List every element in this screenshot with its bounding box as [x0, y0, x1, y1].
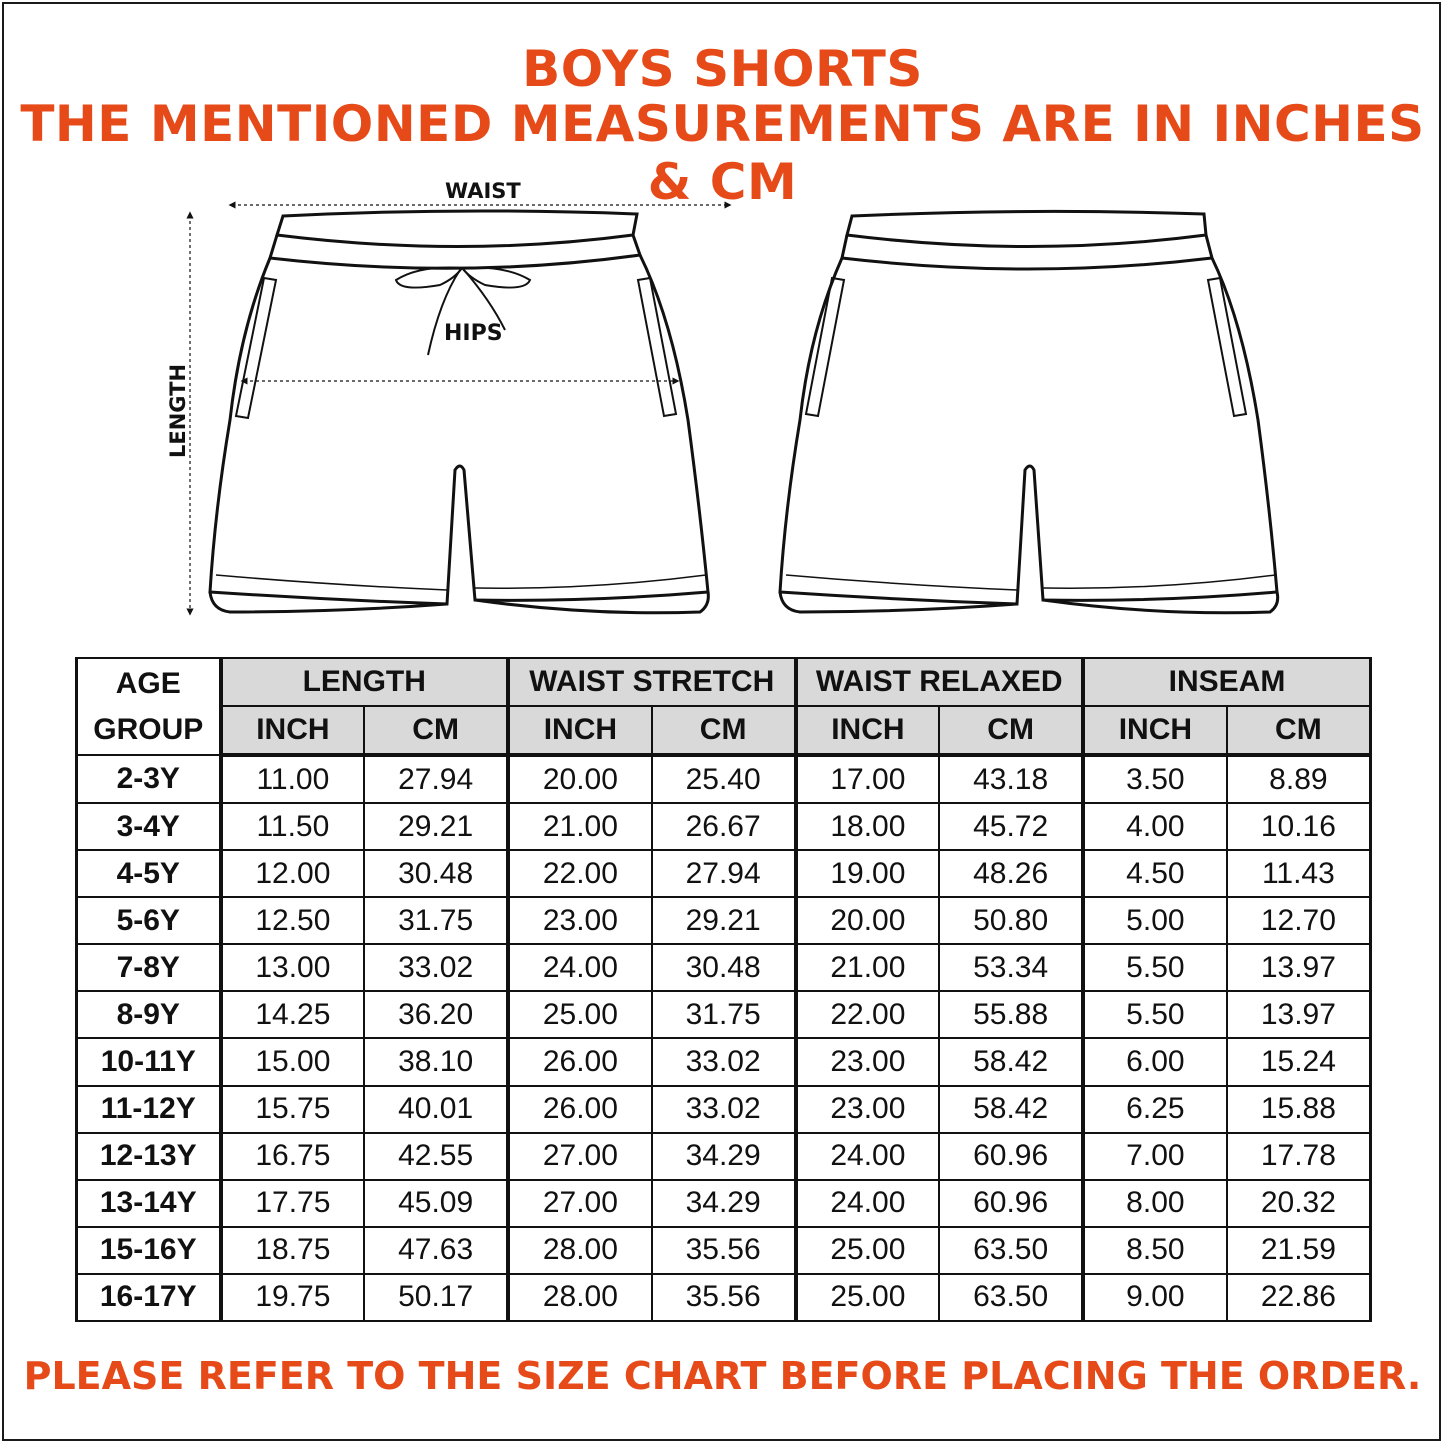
age-group-cell: 7-8Y	[77, 944, 221, 991]
measurement-cell: 20.00	[796, 897, 940, 944]
measurement-cell: 22.00	[796, 991, 940, 1038]
age-group-cell: 5-6Y	[77, 897, 221, 944]
measurement-cell: 45.72	[939, 803, 1083, 850]
measurement-cell: 28.00	[508, 1227, 652, 1274]
measurement-cell: 30.48	[652, 944, 796, 991]
measurement-cell: 43.18	[939, 755, 1083, 803]
table-row	[77, 1038, 1371, 1085]
measurement-cell: 24.00	[508, 944, 652, 991]
measurement-cell: 17.00	[796, 755, 940, 803]
measurement-cell: 58.42	[939, 1086, 1083, 1133]
measurement-cell: 29.21	[364, 803, 508, 850]
measurement-cell: 33.02	[652, 1038, 796, 1085]
age-group-cell: 2-3Y	[77, 755, 221, 803]
measurement-cell: 15.88	[1227, 1086, 1371, 1133]
measurement-cell: 5.00	[1083, 897, 1227, 944]
measurement-cell: 8.00	[1083, 1180, 1227, 1227]
measurement-cell: 25.00	[796, 1227, 940, 1274]
age-group-cell: 4-5Y	[77, 850, 221, 897]
measurement-cell: 8.50	[1083, 1227, 1227, 1274]
measurement-cell: 19.00	[796, 850, 940, 897]
size-chart-body	[77, 755, 1371, 1321]
hips-label: HIPS	[444, 321, 503, 346]
measurement-cell: 5.50	[1083, 944, 1227, 991]
measurement-cell: 11.43	[1227, 850, 1371, 897]
table-row	[77, 755, 1371, 803]
measurement-cell: 17.75	[221, 1180, 365, 1227]
measurement-cell: 4.00	[1083, 803, 1227, 850]
measurement-cell: 34.29	[652, 1180, 796, 1227]
unit-header: INCH	[1083, 706, 1227, 755]
group-header-inseam: INSEAM	[1083, 658, 1371, 706]
measurement-cell: 42.55	[364, 1133, 508, 1180]
measurement-cell: 27.00	[508, 1133, 652, 1180]
measurement-cell: 21.00	[508, 803, 652, 850]
measurement-cell: 27.00	[508, 1180, 652, 1227]
measurement-cell: 11.00	[221, 755, 365, 803]
age-group-cell: 13-14Y	[77, 1180, 221, 1227]
measurement-cell: 16.75	[221, 1133, 365, 1180]
measurement-cell: 45.09	[364, 1180, 508, 1227]
measurement-cell: 33.02	[652, 1086, 796, 1133]
measurement-cell: 27.94	[652, 850, 796, 897]
measurement-cell: 10.16	[1227, 803, 1371, 850]
age-group-cell: 16-17Y	[77, 1274, 221, 1321]
measurement-cell: 19.75	[221, 1274, 365, 1321]
measurement-cell: 13.00	[221, 944, 365, 991]
age-group-cell: 8-9Y	[77, 991, 221, 1038]
measurement-cell: 7.00	[1083, 1133, 1227, 1180]
measurement-cell: 26.00	[508, 1086, 652, 1133]
measurement-cell: 22.86	[1227, 1274, 1371, 1321]
measurement-cell: 20.00	[508, 755, 652, 803]
unit-header: CM	[364, 706, 508, 755]
group-header-waist-relaxed: WAIST RELAXED	[796, 658, 1084, 706]
measurement-cell: 22.00	[508, 850, 652, 897]
measurement-cell: 48.26	[939, 850, 1083, 897]
length-label: LENGTH	[166, 363, 190, 458]
measurement-cell: 60.96	[939, 1180, 1083, 1227]
front-shorts-drawing	[210, 211, 708, 613]
measurement-cell: 63.50	[939, 1227, 1083, 1274]
table-row	[77, 991, 1371, 1038]
measurement-cell: 5.50	[1083, 991, 1227, 1038]
age-group-cell: 12-13Y	[77, 1133, 221, 1180]
measurement-cell: 21.59	[1227, 1227, 1371, 1274]
measurement-cell: 35.56	[652, 1227, 796, 1274]
measurement-cell: 26.00	[508, 1038, 652, 1085]
measurement-cell: 11.50	[221, 803, 365, 850]
measurement-cell: 47.63	[364, 1227, 508, 1274]
measurement-cell: 12.70	[1227, 897, 1371, 944]
unit-header: INCH	[508, 706, 652, 755]
measurement-cell: 14.25	[221, 991, 365, 1038]
measurement-cell: 50.80	[939, 897, 1083, 944]
measurement-cell: 20.32	[1227, 1180, 1371, 1227]
measurement-cell: 17.78	[1227, 1133, 1371, 1180]
age-group-cell: 15-16Y	[77, 1227, 221, 1274]
age-group-cell: 11-12Y	[77, 1086, 221, 1133]
waist-label: WAIST	[445, 179, 521, 203]
measurement-cell: 63.50	[939, 1274, 1083, 1321]
measurement-cell: 26.67	[652, 803, 796, 850]
back-shorts-drawing	[780, 211, 1278, 612]
measurement-cell: 21.00	[796, 944, 940, 991]
measurement-cell: 40.01	[364, 1086, 508, 1133]
table-row	[77, 850, 1371, 897]
unit-header: INCH	[796, 706, 940, 755]
measurement-cell: 58.42	[939, 1038, 1083, 1085]
unit-header: CM	[652, 706, 796, 755]
table-row	[77, 1086, 1371, 1133]
measurement-cell: 31.75	[652, 991, 796, 1038]
table-row	[77, 897, 1371, 944]
measurement-cell: 8.89	[1227, 755, 1371, 803]
measurement-cell: 12.50	[221, 897, 365, 944]
measurement-cell: 60.96	[939, 1133, 1083, 1180]
measurement-cell: 15.00	[221, 1038, 365, 1085]
size-chart-table	[75, 657, 1372, 1322]
measurement-cell: 38.10	[364, 1038, 508, 1085]
measurement-cell: 27.94	[364, 755, 508, 803]
measurement-cell: 24.00	[796, 1180, 940, 1227]
table-row	[77, 1227, 1371, 1274]
measurement-cell: 53.34	[939, 944, 1083, 991]
measurement-cell: 23.00	[796, 1086, 940, 1133]
measurement-cell: 13.97	[1227, 991, 1371, 1038]
group-header-waist-stretch: WAIST STRETCH	[508, 658, 796, 706]
measurement-cell: 6.25	[1083, 1086, 1227, 1133]
measurement-cell: 15.24	[1227, 1038, 1371, 1085]
measurement-cell: 30.48	[364, 850, 508, 897]
measurement-cell: 34.29	[652, 1133, 796, 1180]
measurement-cell: 25.00	[796, 1274, 940, 1321]
measurement-cell: 4.50	[1083, 850, 1227, 897]
table-row	[77, 1274, 1371, 1321]
measurement-cell: 18.75	[221, 1227, 365, 1274]
measurement-cell: 50.17	[364, 1274, 508, 1321]
unit-header: CM	[939, 706, 1083, 755]
footer-note: PLEASE REFER TO THE SIZE CHART BEFORE PLACING THE ORDER.	[23, 1354, 1422, 1398]
measurement-cell: 12.00	[221, 850, 365, 897]
age-group-cell: 3-4Y	[77, 803, 221, 850]
measurement-cell: 28.00	[508, 1274, 652, 1321]
measurement-cell: 18.00	[796, 803, 940, 850]
measurement-cell: 9.00	[1083, 1274, 1227, 1321]
measurement-cell: 24.00	[796, 1133, 940, 1180]
measurement-cell: 25.00	[508, 991, 652, 1038]
page-subtitle: THE MENTIONED MEASUREMENTS ARE IN INCHES & CM	[20, 95, 1425, 211]
measurement-cell: 35.56	[652, 1274, 796, 1321]
measurement-cell: 23.00	[796, 1038, 940, 1085]
measurement-cell: 3.50	[1083, 755, 1227, 803]
measurement-cell: 23.00	[508, 897, 652, 944]
table-row	[77, 1180, 1371, 1227]
age-group-header: AGE GROUP	[77, 658, 221, 755]
age-group-cell: 10-11Y	[77, 1038, 221, 1085]
table-row	[77, 1133, 1371, 1180]
measurement-cell: 13.97	[1227, 944, 1371, 991]
measurement-cell: 36.20	[364, 991, 508, 1038]
measurement-cell: 25.40	[652, 755, 796, 803]
measurement-cell: 31.75	[364, 897, 508, 944]
measurement-cell: 33.02	[364, 944, 508, 991]
measurement-cell: 29.21	[652, 897, 796, 944]
unit-header: INCH	[221, 706, 365, 755]
table-row	[77, 944, 1371, 991]
shorts-diagram	[0, 165, 1445, 635]
measurement-cell: 55.88	[939, 991, 1083, 1038]
measurement-cell: 15.75	[221, 1086, 365, 1133]
page-title: BOYS SHORTS	[522, 40, 923, 98]
measurement-cell: 6.00	[1083, 1038, 1227, 1085]
unit-header: CM	[1227, 706, 1371, 755]
group-header-length: LENGTH	[221, 658, 509, 706]
table-row	[77, 803, 1371, 850]
